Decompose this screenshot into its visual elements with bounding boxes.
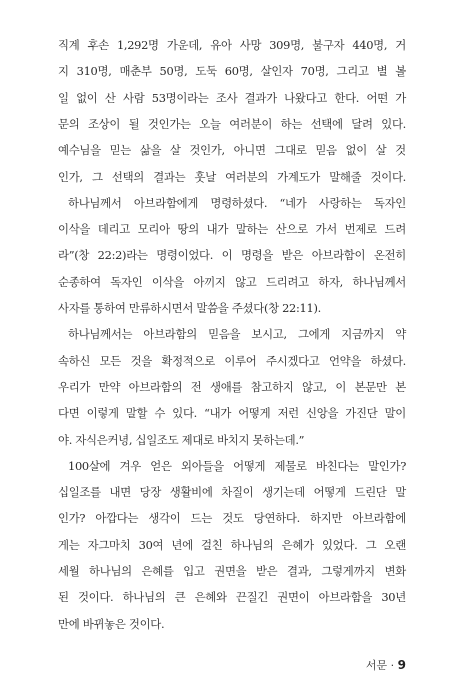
text-line <box>58 511 406 525</box>
word: 드는 <box>190 511 213 526</box>
word: 53명이라는 <box>151 90 209 105</box>
word: 이삭을 <box>58 222 91 237</box>
word: 결과, <box>287 564 312 578</box>
word: 받은 <box>281 248 304 263</box>
word: 것인가는 <box>147 116 191 131</box>
word: 가계도가 <box>277 169 320 184</box>
text-line <box>58 485 406 499</box>
text-line <box>58 406 406 420</box>
word: 있다. <box>381 116 406 131</box>
word: 있었다. <box>321 537 358 552</box>
word: 산 <box>104 90 116 105</box>
word: 모든 <box>99 353 122 368</box>
word: 가서 <box>315 222 337 237</box>
word: 자그마치 <box>87 537 131 552</box>
word: 가진단 <box>345 406 378 421</box>
word: 하나님께서는 <box>68 327 133 342</box>
word: 드린단 <box>354 485 387 500</box>
text-line <box>58 64 406 78</box>
word: 본문만 <box>354 379 387 394</box>
word: 그렇게까지 <box>321 564 375 578</box>
word: 끈질긴 <box>235 590 269 605</box>
word: 하나님의 <box>122 590 166 605</box>
word: 제물로 <box>274 458 307 473</box>
text-line <box>58 275 406 289</box>
word: 없이 <box>76 90 98 105</box>
word: 그대로 <box>274 143 307 158</box>
word: 결과가 <box>244 90 277 105</box>
word: 언약을 <box>328 353 362 368</box>
word: 인가? <box>58 511 86 526</box>
word: 아끼지 <box>193 274 226 289</box>
word: 아니면 <box>233 143 266 158</box>
word: 하자, <box>318 274 343 289</box>
word: 100살에 <box>68 458 111 473</box>
word: 선택에 <box>310 116 343 131</box>
text-line <box>58 590 406 604</box>
word: 어떻게 <box>233 458 266 473</box>
word: 것도 <box>222 511 244 526</box>
word: 명령이었다. <box>156 248 214 263</box>
word: 생애를 <box>209 379 243 394</box>
word: 주시겠다고 <box>265 353 320 368</box>
word: 하나님께서 <box>68 195 122 210</box>
word: 될 <box>128 116 140 131</box>
word: 받은 <box>255 564 278 578</box>
text-line <box>58 222 406 236</box>
word: 일 <box>58 90 69 105</box>
word: 달려 <box>351 116 373 131</box>
word: 것인가, <box>189 143 225 158</box>
word: 그 <box>365 537 377 552</box>
word: 그에게 <box>297 327 331 342</box>
word: 조상이 <box>87 116 121 131</box>
word: 전 <box>190 379 202 394</box>
word: 살 <box>169 143 181 158</box>
text-line <box>58 248 406 262</box>
word: 않고 <box>235 274 257 289</box>
word: 보시고, <box>251 327 287 342</box>
word: 다면 <box>58 406 80 421</box>
word: 드려 <box>384 222 406 237</box>
text-line <box>58 91 406 105</box>
word: 확정적으로 <box>161 353 215 368</box>
word: 걸친 <box>201 537 223 552</box>
word: 어떤 <box>366 90 388 105</box>
paragraph-first-line <box>68 327 406 341</box>
word: 된 <box>58 590 69 605</box>
word: 독자인 <box>373 195 406 210</box>
paragraph-last-line: 사자를 통하여 만류하시면서 말씀을 주셨다(창 22:11). <box>58 301 321 315</box>
word: 살 <box>375 143 387 158</box>
word: 말할 <box>125 406 148 421</box>
word: 이 <box>335 379 347 394</box>
word: 믿는 <box>109 143 131 158</box>
word: 훗날 <box>194 169 216 184</box>
word: 30년 <box>381 590 406 605</box>
word: 내면 <box>109 485 131 500</box>
word: 후손 <box>87 38 109 52</box>
word: 하나님께서 <box>352 274 406 289</box>
word: 년에 <box>171 537 193 552</box>
word: 입고 <box>183 564 205 578</box>
word: 조사 <box>215 90 238 105</box>
word: 불구자 <box>312 38 345 52</box>
word: 그 <box>91 169 103 184</box>
word: 선택의 <box>111 169 144 184</box>
word: 하지만 <box>310 511 343 526</box>
word: 직계 <box>58 38 80 52</box>
word: 생각이 <box>148 511 181 526</box>
word: 별 <box>376 64 388 79</box>
word: 외아들을 <box>180 458 224 473</box>
word: 권면이 <box>277 590 310 605</box>
word: 순종하여 <box>58 274 101 289</box>
word: 인가, <box>58 169 83 184</box>
word: 말이 <box>384 406 406 421</box>
word: 도둑 <box>195 64 217 79</box>
page-number: 9 <box>397 657 406 672</box>
word: 그리고 <box>336 64 369 79</box>
word: 사람 <box>122 90 145 105</box>
word: 유아 <box>210 38 232 52</box>
word: 하나님의 <box>89 564 132 578</box>
word: 생기는데 <box>262 485 305 500</box>
word: 신앙을 <box>306 406 339 421</box>
word: “내가 <box>204 406 232 421</box>
text-line <box>58 564 406 578</box>
word: 당장 <box>139 485 162 500</box>
word: 게는 <box>58 537 80 552</box>
word: 것이다. <box>77 590 114 605</box>
word: 십일조를 <box>58 485 101 500</box>
paragraph-last-line: 야. 자식은커녕, 십일조도 제대로 바치지 못하는데.” <box>58 432 305 447</box>
word: 살인자 <box>260 64 293 79</box>
word: 속하신 <box>58 353 91 368</box>
word: 가운데, <box>166 38 203 52</box>
word: 가 <box>395 90 406 105</box>
word: 산으로 <box>275 222 308 237</box>
word: 사망 <box>239 38 262 52</box>
word: 땅의 <box>177 222 199 237</box>
word: 얻은 <box>150 458 172 473</box>
word: 믿음 <box>315 143 337 158</box>
word: 본 <box>395 379 406 394</box>
word: 하셨다. <box>370 353 406 368</box>
word: 큰 <box>174 590 186 605</box>
word: 1,292명 <box>116 38 159 52</box>
word: 당연하다. <box>253 511 300 526</box>
text-line <box>58 354 406 368</box>
word: 아브라함이 <box>311 248 366 263</box>
word: 아브라함의 <box>128 379 183 394</box>
word: 참고하지 <box>250 379 294 394</box>
word: 이렇게 <box>86 406 119 421</box>
word: 저런 <box>277 406 299 421</box>
word: 만약 <box>98 379 121 394</box>
word: 어떻게 <box>313 485 346 500</box>
word: 우리가 <box>58 379 91 394</box>
word: 생활비에 <box>169 485 213 500</box>
word: 것 <box>395 143 406 158</box>
word: 데리고 <box>97 222 130 237</box>
text-line <box>58 380 406 394</box>
word: 아브라함에 <box>352 511 406 526</box>
word: 은혜와 <box>194 590 227 605</box>
word: 사랑하는 <box>318 195 362 210</box>
word: 아브라함에게 <box>133 195 199 210</box>
word: “네가 <box>279 195 307 210</box>
word: 라”(창 <box>58 248 90 263</box>
word: 거 <box>395 38 406 52</box>
word: 말 <box>395 485 406 500</box>
word: 매춘부 <box>119 64 152 79</box>
word: 은혜를 <box>141 564 174 578</box>
word: 309명, <box>269 38 305 52</box>
word: 오늘 <box>199 116 221 131</box>
word: 믿음을 <box>208 327 241 342</box>
word: 번제로 <box>344 222 377 237</box>
text-line <box>58 117 406 131</box>
word: 것이다. <box>370 169 406 184</box>
word: 독자인 <box>110 274 143 289</box>
word: 여러분이 <box>229 116 273 131</box>
word: 어떻게 <box>238 406 271 421</box>
word: 이 <box>221 248 233 263</box>
word: 예수님을 <box>58 143 101 158</box>
text-line <box>58 170 406 184</box>
word: 결과는 <box>153 169 186 184</box>
word: 온전히 <box>373 248 406 263</box>
word: 있다. <box>172 406 197 421</box>
word: 60명, <box>224 64 253 79</box>
page-footer <box>340 657 406 673</box>
word: 세월 <box>58 564 80 578</box>
word: 바친다는 <box>315 458 359 473</box>
word: 아깝다는 <box>95 511 139 526</box>
word: 것을 <box>130 353 152 368</box>
word: 지 <box>58 64 69 79</box>
text-line <box>58 38 406 52</box>
word: 수 <box>154 406 166 421</box>
word: 하나님의 <box>230 537 274 552</box>
word: 드리려고 <box>265 274 309 289</box>
text-line <box>58 538 406 552</box>
word: 한다. <box>334 90 360 105</box>
word: 문의 <box>58 116 80 131</box>
word: 말해줄 <box>329 169 362 184</box>
word: 삶을 <box>139 143 162 158</box>
word: 하는 <box>280 116 303 131</box>
word: 아브라함의 <box>143 327 197 342</box>
word: 모리아 <box>137 222 170 237</box>
word: 310명, <box>76 64 112 79</box>
footer-section-title: 서문 <box>365 658 388 672</box>
word: 여러분의 <box>225 169 268 184</box>
word: 약 <box>395 327 406 342</box>
word: 겨우 <box>119 458 141 473</box>
word: 변화 <box>384 564 406 578</box>
word: 권면을 <box>214 564 247 578</box>
text-line <box>58 143 406 157</box>
word: 22:2)라는 <box>97 248 148 263</box>
word: 지금까지 <box>341 327 385 342</box>
word: 볼 <box>395 64 406 79</box>
word: 명령하셨다. <box>210 195 268 210</box>
word: 말하는 <box>235 222 268 237</box>
word: 30여 <box>138 537 164 552</box>
paragraph-last-line: 만에 바뀌놓은 것이다. <box>58 616 165 631</box>
word: 명령을 <box>240 248 274 263</box>
word: 이루어 <box>224 353 257 368</box>
word: 없이 <box>345 143 367 158</box>
word: 않고, <box>302 379 327 394</box>
word: 차질이 <box>221 485 254 500</box>
paragraph-first-line <box>68 459 406 473</box>
word: 내가 <box>206 222 229 237</box>
word: 오랜 <box>384 537 406 552</box>
word: 440명, <box>352 38 388 52</box>
word: 이삭을 <box>151 274 185 289</box>
word: 말인가? <box>368 458 406 473</box>
footer-separator: · <box>390 658 395 672</box>
word: 나왔다고 <box>284 90 327 105</box>
word: 50명, <box>159 64 188 79</box>
paragraph-first-line <box>68 196 406 210</box>
word: 은혜가 <box>281 537 314 552</box>
word: 70명, <box>300 64 329 79</box>
word: 아브라함을 <box>318 590 373 605</box>
